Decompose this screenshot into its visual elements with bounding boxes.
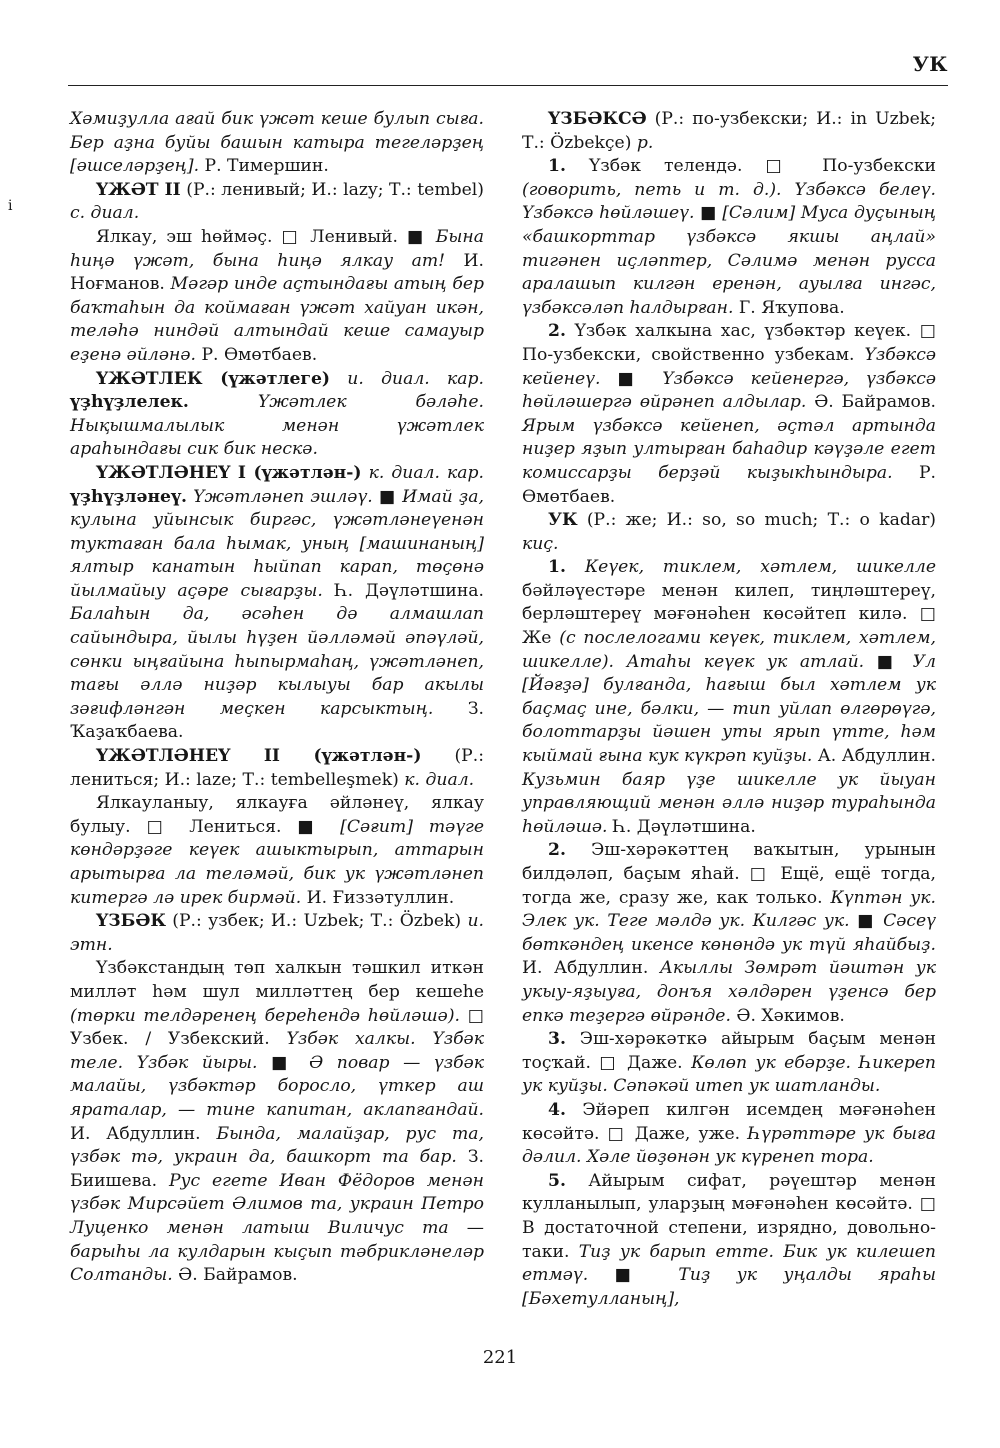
entry-text: ■ [271, 1052, 310, 1073]
entry-text: И. Ноғманов. [70, 250, 484, 295]
entry-text: Һүрәттәре ук быға дәлил. Хәле йөҙөнән ук күренеп тора. [522, 1123, 936, 1168]
entry-text: Һ. Дәүләтшина. [612, 816, 756, 837]
entry-text: Ә. Хәкимов. [736, 1005, 845, 1026]
entry-text: А. Абдуллин. [817, 746, 936, 767]
dictionary-paragraph [522, 1099, 936, 1170]
headword: ҮЗБӘКСӘ [548, 109, 647, 129]
entry-text: И. Абдуллин. [70, 1123, 217, 1144]
entry-text: Ә повар — үзбәк малайы, үзбәктәр боросло, үткер аш яраталар, — тине капитан, аклanғандай. [70, 1052, 485, 1120]
sense-number: 1. [548, 156, 566, 177]
dictionary-paragraph [522, 320, 936, 509]
dictionary-paragraph [70, 792, 484, 910]
entry-text: Мәгәр инде аҫтындағы атың бер баҡтаһын да коймаған үжәт хайуан икән, теләһә ниндәй алтындай кеше самауыр еҙенә әйләнә. [70, 274, 484, 365]
sense-number: 2. [548, 840, 566, 861]
sense-number: 4. [548, 1099, 566, 1120]
headword: УК [548, 510, 578, 531]
entry-text: Ә. Байрамов. [814, 392, 936, 413]
entry-text: Бында, малайҙар, рус та, үзбәк тә, украин да, башкорт та бар. [70, 1123, 484, 1168]
entry-text: ■ [588, 1265, 679, 1286]
entry-text: киҫ. [522, 533, 559, 554]
dictionary-paragraph [522, 1028, 936, 1099]
entry-text: Имай ҙа, кулына уйынсык биргәс, үжәтләнеүенән туктаған бала һымак, уның [машинаның] ялтыр канатын һыйпап карап, төҫөнә йылмайыу аҫәре сығарҙы. [70, 486, 485, 601]
dictionary-paragraph [522, 155, 936, 320]
sense-number: 1. [548, 557, 566, 578]
entry-text: Күптән ук. Элек ук. Теге мәлдә ук. Килгәс ук. [522, 887, 936, 932]
entry-text: и. этн. [70, 911, 484, 955]
entry-text: Балаһын да, әсәһен дә алмашлап сайындыра, йылы һүҙен йәлләмәй әпәүләй, сөнки ыңғайына һыпырмаһаң, үжәтләнеп, тағы әллә ниҙәр кылыуы бар акылы зәғифләнгән меҫкен карсыктың. [70, 604, 484, 719]
entry-text: Үжәтлек бәләһе. Нықышмалылык менән үжәтлек араһындағы сик бик нескә. [70, 392, 484, 460]
entry-text: Ялкау, эш һөймәҫ. □ Ленивый. ■ [96, 226, 436, 247]
entry-text: (Р.: узбек; И.: Uzbek; Т.: Özbek) [165, 911, 468, 932]
entry-text: (говорить, петь и т. д.). Үзбәксә белеү. Үзбәксә һөйләшеү. [522, 179, 936, 224]
dictionary-paragraph [522, 1170, 936, 1312]
dictionary-paragraph [522, 509, 936, 556]
entry-text: к. диал. [404, 769, 475, 790]
entry-text: ■ [876, 651, 913, 672]
entry-text: Эш-хәрәкәттең ваҡытын, урынын билдәләп, баҫым яһай. □ Ещё, ещё тогда, тогда же, сразу же, как только. [522, 840, 936, 908]
entry-text: Р. Өмөтбаев. [201, 344, 318, 365]
entry-text: Бына һиңә үжәт, бына һиңә ялкау ат! [70, 226, 484, 271]
headword: ҮЖӘТЛЕК (үжәтлеге) [96, 368, 331, 389]
dictionary-paragraph [70, 108, 484, 179]
entry-text: (Р.: ленивый; И.: lazy; Т.: tembel) [180, 179, 485, 200]
entry-text: с. диал. [70, 203, 140, 224]
entry-text: Эйәреп килгән исемдең мәғәнәһен көсәйтә. □ Даже, уже. [522, 1099, 936, 1144]
page-number: 221 [482, 1347, 518, 1368]
dictionary-paragraph [70, 226, 484, 368]
entry-text: Ул [Йәғҙә] булғанда, һағыш был хәтлем ук баҫмаҫ ине, бәлки, — тип уйлап өлгөрөүгә, болоттарҙы йәшен уты ярып үтте, һәм кыймай ғына кук күкрәп куйҙы. [522, 651, 936, 767]
entry-text: Үзбәк халкы. Үзбәк теле. Үзбәк йыры. [70, 1029, 484, 1073]
entry-text: (Р.: по-узбекски; И.: in Uzbek; Т.: Özbekçe) [522, 109, 936, 153]
entry-text: Акыллы Зөмрәт йәштән ук укыу-яҙыуға, донъя хәлдәрен үҙенсә бер епкә теҙергә өйрәнде. [522, 958, 936, 1026]
dictionary-paragraph [522, 108, 936, 155]
entry-text: Р. Өмөтбаев. [522, 462, 936, 507]
entry-text [566, 557, 585, 577]
entry-text: Ялкауланыу, ялкауға әйләнеү, ялкау булыу. □ Лениться. ■ [70, 793, 484, 837]
entry-text: Хәмиҙулла ағай бик үжәт кеше булып сыға. Бер аҙна буйы башын катыра тегеләрҙең [әшселәрҙең]. [70, 109, 484, 177]
margin-mark: i [8, 198, 13, 214]
entry-text: бәйләүестәре менән килеп, тиңләштереү, берләштереү мәғәнәһен көсәйтеп килә. □ Же [522, 580, 936, 649]
entry-text: Үзбәксә кейенеү. [522, 344, 936, 389]
entry-text: З. Биишева. [70, 1147, 484, 1191]
entry-text: Көлөп ук ебәрҙе. Һикереп ук куйҙы. Сәпәкәй итеп ук шатланды. [522, 1052, 937, 1097]
left-column [70, 108, 484, 1288]
entry-text: ■ [378, 486, 403, 507]
entry-text: ■ [700, 203, 723, 224]
entry-text: Р. Тимершин. [204, 156, 329, 177]
headword: ҮЖӘТЛӘНЕҮ I (үжәтлән-) [96, 462, 362, 483]
entry-text: Айырым сифат, рәүештәр менән кулланылып, уларҙың мәғәнәһен көсәйтә. □ В достаточной степени, изрядно, довольно-таки. [522, 1170, 936, 1262]
entry-text: Кузьмин баяр үҙе шикелле ук йыуан управляющий менән әллә ниҙәр тураһында һөйләшә. [522, 769, 936, 837]
dictionary-paragraph [522, 556, 936, 839]
entry-text: к. диал. кар. [361, 462, 484, 483]
dictionary-paragraph [70, 179, 484, 226]
entry-text: Үзбәксә кейенергә, үзбәксә һөйләшергә өйрәнеп алдылар. [522, 368, 936, 413]
entry-text: □ Узбек. / Узбекский. [70, 1005, 485, 1050]
entry-text: Үзбәк телендә. □ По-узбекски [565, 156, 936, 177]
entry-text: З. Ҡаҙаҡбаева. [70, 698, 484, 743]
headword: ҮЖӘТЛӘНЕҮ II (үжәтлән-) [96, 746, 422, 767]
page-header-title: УК [912, 52, 948, 76]
entry-text: Үжәтләнеп эшләү. [186, 486, 379, 507]
entry-text: Эш-хәрәкәткә айырым баҫым менән тоҫҡай. □ Даже. [522, 1029, 936, 1073]
entry-text: р. [636, 132, 654, 153]
entry-text: Тиҙ ук уңалды яраһы [Бәхетулланың], [522, 1265, 936, 1309]
sense-number: 3. [548, 1029, 566, 1050]
entry-text: И. Абдуллин. [522, 958, 660, 979]
entry-text: Ярым үзбәксә кейенеп, әҫтәл артында ниҙер яҙып ултырған баһадир кәүҙәле егет комиссарҙы берҙәй кыҙыкһындыра. [522, 415, 936, 483]
headword: ҮЗБӘК [96, 911, 166, 932]
headword: үҙһүҙлелек. [70, 392, 189, 413]
entry-text: Г. Яҡупова. [738, 297, 845, 318]
dictionary-paragraph [70, 957, 484, 1287]
entry-text: ■ [617, 368, 663, 389]
entry-text: Һ. Дәүләтшина. [334, 580, 484, 601]
dictionary-paragraph [70, 368, 484, 462]
dictionary-paragraph [70, 745, 484, 792]
header-rule [68, 85, 948, 86]
entry-text: [Сәлим] Муса дуҫының «башкорттар үзбәксә якшы аңлай» тигәнен иҫләптер, Сәлимә менән русса аралашып килгән еренән, ауылға ингәс, үзбәксәләп һалдырған. [522, 203, 936, 318]
entry-text: (Р.: же; И.: so, so much; Т.: o kadar) [577, 510, 936, 531]
right-column [522, 108, 936, 1311]
entry-text: ■ [857, 911, 884, 932]
sense-number: 5. [548, 1170, 566, 1191]
entry-text: Рус егете Иван Фёдоров менән үзбәк Мирсәйет Әлимов та, украин Петро Луценко менән латыш Виличус та — барыһы ла кулдарын кыҫып тәбрикләнеләр Солтанды. [70, 1170, 484, 1286]
headword: үҙһүҙләнеү. [70, 486, 187, 507]
entry-text: Сәсеү бөткәндең икенсе көнөндә ук түй яһайбыҙ. [522, 911, 936, 955]
dictionary-paragraph [70, 462, 484, 745]
entry-text: (Р.: лениться; И.: laze; Т.: tembelleşmek) [70, 746, 484, 790]
entry-text: Үзбәк халкына хас, үзбәктәр кеүек. □ По-узбекски, свойственно узбекам. [522, 321, 936, 365]
entry-text: И. Ғиззәтуллин. [306, 887, 455, 908]
dictionary-paragraph [522, 839, 936, 1028]
entry-text: Ә. Байрамов. [178, 1265, 298, 1286]
entry-text: (төрки телдәренең береһендә һөйләшә). [70, 1005, 461, 1026]
headword: ҮЖӘТ II [96, 179, 181, 200]
entry-text: Үзбәкстандың төп халкын тәшкил иткән милләт һәм шул милләттең бер кешеһе [70, 958, 484, 1002]
sense-number: 2. [548, 321, 566, 342]
entry-text: Тиҙ ук барып етте. Бик ук килешеп етмәү. [522, 1241, 936, 1286]
dictionary-paragraph [70, 910, 484, 957]
entry-text: Кеүек, тиклем, хәтлем, шикелле [584, 557, 936, 578]
entry-text: [Сәғит] тәүге көндәрҙәге кеүек ашыктырып, аттарын арытырға ла теләмәй, бик ук үжәтләнеп китергә лә ирек бирмәй. [70, 816, 484, 908]
entry-text: и. диал. кар. [330, 368, 484, 389]
entry-text: (с послелогами кеүек, тиклем, хәтлем, шикелле). Атаһы кеүек ук атлай. [522, 628, 936, 672]
